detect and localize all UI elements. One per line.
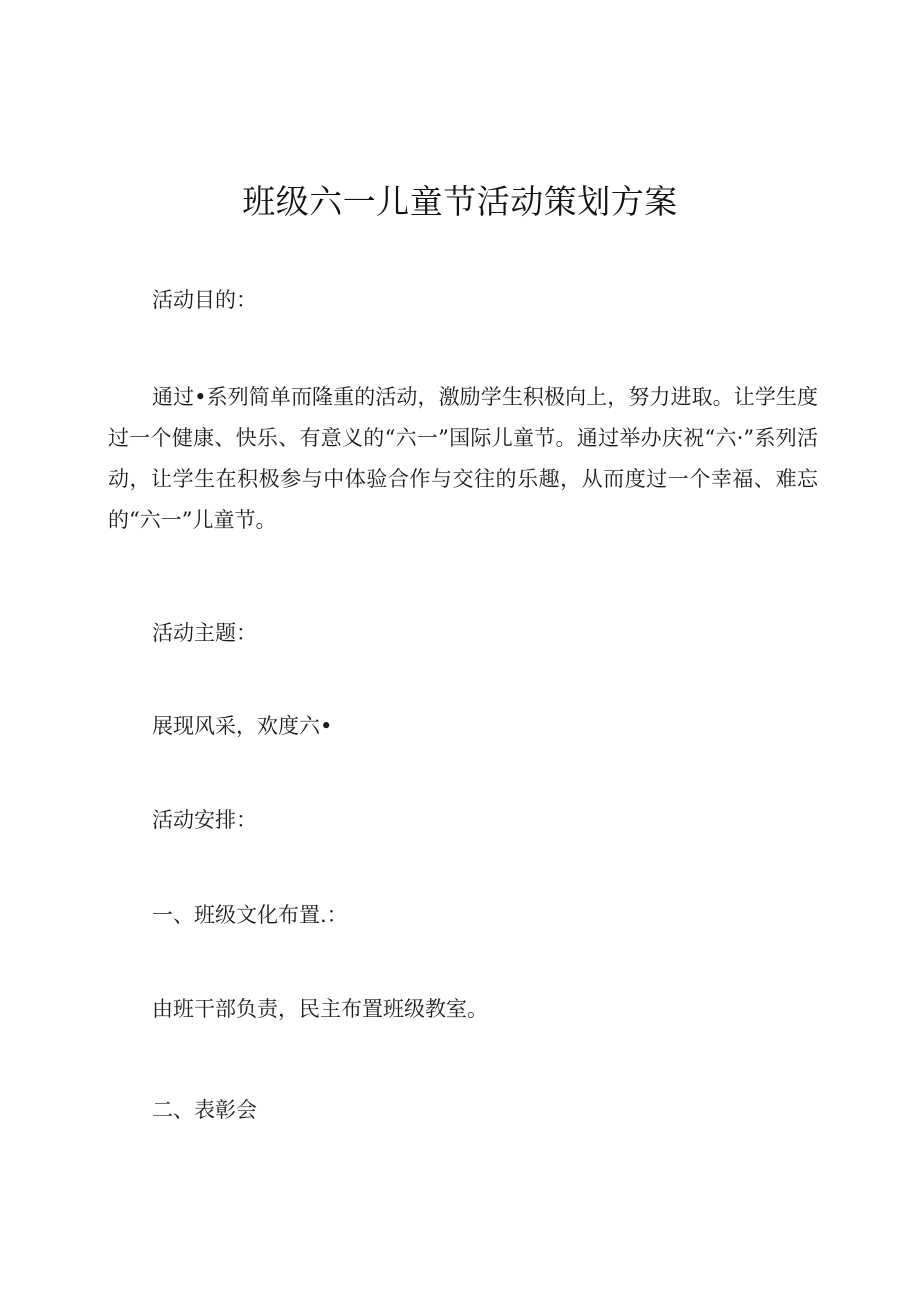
- item1-heading: 一、班级文化布置.：: [152, 903, 348, 927]
- purpose-heading: 活动目的：: [152, 288, 257, 312]
- theme-text: 展现风采，欢度六•: [152, 714, 333, 738]
- document-title: 班级六一儿童节活动策划方案: [242, 182, 678, 221]
- item1-text: 由班干部负责，民主布置班级教室。: [152, 997, 488, 1021]
- theme-heading: 活动主题：: [152, 621, 257, 645]
- arrangement-heading: 活动安排：: [152, 808, 257, 832]
- purpose-paragraph: 通过•系列简单而隆重的活动，激励学生积极向上，努力进取。让学生度过一个健康、快乐、有意义的“六一”国际儿童节。通过举办庆祝“六·”系列活动，让学生在积极参与中体验合作与交往的乐趣，从而度过一个幸福、难忘的“六一”儿童节。: [108, 385, 818, 532]
- item2-heading: 二、表彰会: [152, 1098, 257, 1122]
